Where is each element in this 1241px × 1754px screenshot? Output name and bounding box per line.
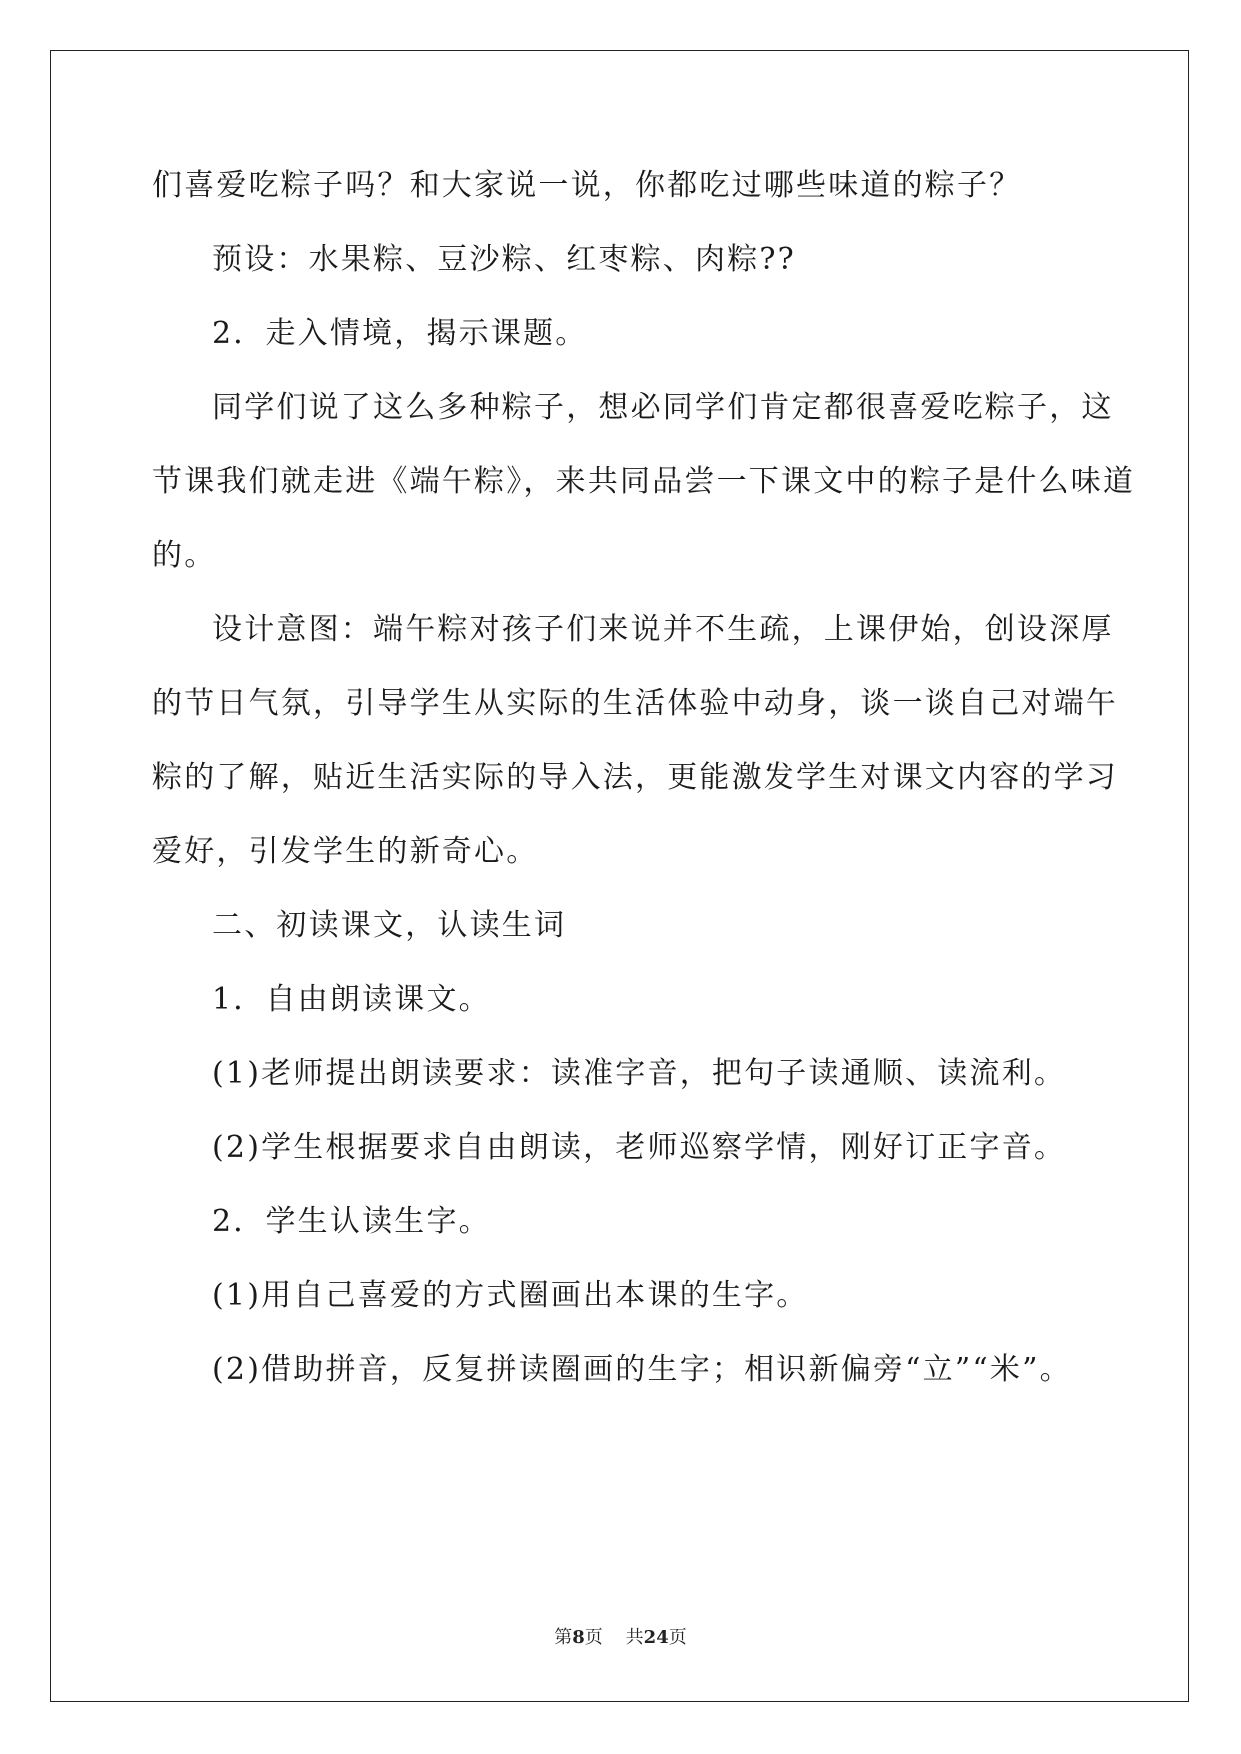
total-pages: 24	[643, 1627, 669, 1648]
paragraph-line: 1．自由朗读课文。	[212, 982, 491, 1017]
paragraph-line: 同学们说了这么多种粽子，想必同学们肯定都很喜爱吃粽子，这	[212, 390, 1114, 425]
paragraph-line: 2．走入情境，揭示课题。	[212, 316, 588, 351]
paragraph-line: 2．学生认读生字。	[212, 1204, 491, 1239]
paragraph-line: 的。	[152, 538, 217, 573]
paragraph-line: 预设：水果粽、豆沙粽、红枣粽、肉粽??	[212, 242, 796, 277]
page-number: 8	[572, 1627, 585, 1648]
paragraph-line: (1)老师提出朗读要求：读准字音，把句子读通顺、读流利。	[212, 1056, 1067, 1091]
page-border	[50, 50, 1189, 1702]
paragraph-line: 设计意图：端午粽对孩子们来说并不生疏，上课伊始，创设深厚	[212, 612, 1114, 647]
paragraph-line: (2)学生根据要求自由朗读，老师巡察学情，刚好订正字音。	[212, 1130, 1067, 1165]
total-suffix: 页	[668, 1627, 687, 1648]
paragraph-line: (1)用自己喜爱的方式圈画出本课的生字。	[212, 1278, 809, 1313]
paragraph-line: 粽的了解，贴近生活实际的导入法，更能激发学生对课文内容的学习	[152, 760, 1118, 795]
page-suffix: 页	[584, 1627, 603, 1648]
paragraph-line: 们喜爱吃粽子吗？和大家说一说，你都吃过哪些味道的粽子？	[152, 168, 1022, 203]
paragraph-line: 节课我们就走进《端午粽》，来共同品尝一下课文中的粽子是什么味道	[152, 464, 1136, 499]
paragraph-line: (2)借助拼音，反复拼读圈画的生字；相识新偏旁“立”“米”。	[212, 1352, 1072, 1387]
section-heading: 二、初读课文，认读生词	[212, 908, 567, 943]
paragraph-line: 的节日气氛，引导学生从实际的生活体验中动身，谈一谈自己对端午	[152, 686, 1118, 721]
total-prefix: 共	[625, 1627, 644, 1648]
page-footer	[0, 1626, 1241, 1650]
page-prefix: 第	[554, 1627, 573, 1648]
paragraph-line: 爱好，引发学生的新奇心。	[152, 834, 539, 869]
